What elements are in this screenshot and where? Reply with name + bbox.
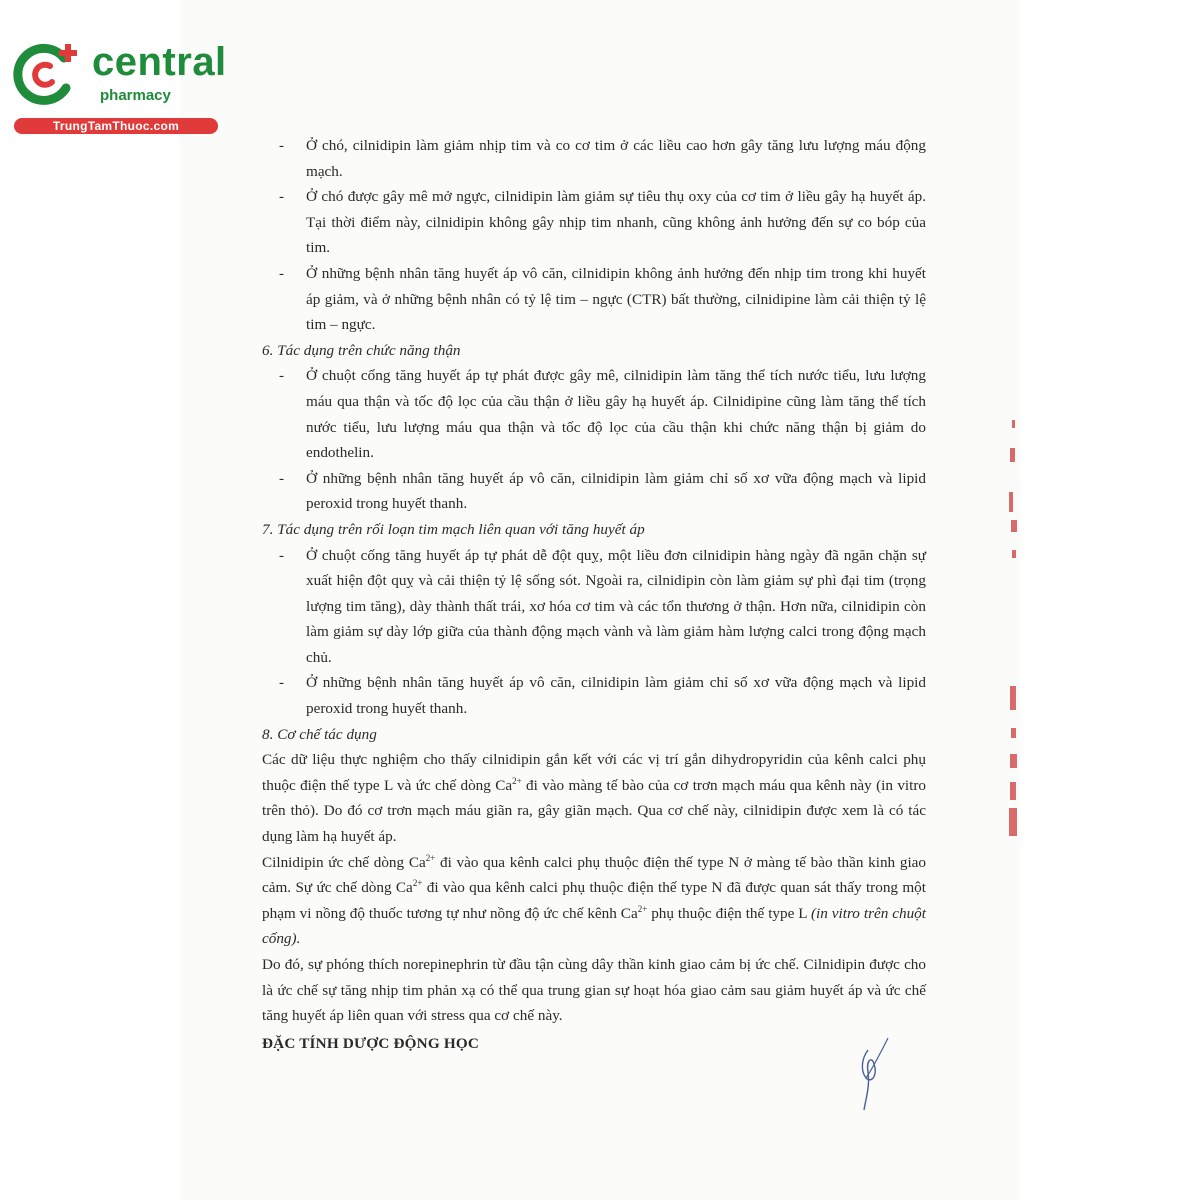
list-item: - Ở những bệnh nhân tăng huyết áp vô căn, cilnidipin không ảnh hưởng đến nhịp tim trong khi huyết áp giảm, và ở những bệnh nhân có tỷ lệ tim – ngực (CTR) bất thường, cilnidipine làm cải thiện tỷ lệ tim – ngực. bbox=[262, 261, 926, 338]
brand-subtitle: pharmacy bbox=[100, 87, 171, 104]
section-heading-6: 6. Tác dụng trên chức năng thận bbox=[262, 341, 461, 359]
list-item: - Ở những bệnh nhân tăng huyết áp vô căn, cilnidipin làm giảm chỉ số xơ vữa động mạch và lipid peroxid trong huyết thanh. bbox=[262, 466, 926, 517]
section-heading-pharmacokinetics: ĐẶC TÍNH DƯỢC ĐỘNG HỌC bbox=[262, 1034, 480, 1052]
paragraph: Các dữ liệu thực nghiệm cho thấy cilnidipin gắn kết với các vị trí gắn dihydropyridin của kênh calci phụ thuộc điện thế type L và ức chế dòng $Ca^{2+}$ đi vào màng tế bào của cơ trơn mạch máu qua kênh này (in vitro trên thỏ). Do đó cơ trơn mạch máu giãn ra, gây giãn mạch. Qua cơ chế này, cilnidipin được xem là có tác dụng làm hạ huyết áp. bbox=[262, 751, 927, 846]
section-heading-8: 8. Cơ chế tác dụng bbox=[262, 725, 377, 743]
paragraph: Do đó, sự phóng thích norepinephrin từ đầu tận cùng dây thần kinh giao cảm bị ức chế. Cilnidipin được cho là ức chế sự tăng nhịp tim phản xạ có thể qua trung gian sự hoạt hóa giao cảm sau giảm huyết áp và ức chế tăng huyết áp liên quan với stress qua cơ chế này. bbox=[262, 956, 926, 1025]
central-pharmacy-logo-icon bbox=[10, 38, 82, 110]
paragraph: Cilnidipin ức chế dòng $Ca^{2+}$ đi vào qua kênh calci phụ thuộc điện thế type N ở màng tế bào thần kinh giao cảm. Sự ức chế dòng $Ca^{2+}$ đi vào qua kênh calci phụ thuộc điện thế type N đã được quan sát thấy trong một phạm vi nồng độ thuốc tương tự như nồng độ ức chế kênh $Ca^{2+}$ phụ thuộc điện thế type L (in vitro trên chuột cống). bbox=[262, 852, 927, 948]
list-item: - Ở chó, cilnidipin làm giảm nhịp tim và co cơ tim ở các liều cao hơn gây tăng lưu lượng máu động mạch. bbox=[262, 133, 926, 184]
list-item: - Ở chó được gây mê mở ngực, cilnidipin làm giảm sự tiêu thụ oxy của cơ tim ở liều gây hạ huyết áp. Tại thời điểm này, cilnidipin không gây nhịp tim nhanh, cũng không ảnh hưởng đến sự co bóp của tim. bbox=[262, 184, 926, 261]
signature-icon bbox=[852, 1036, 892, 1112]
list-item: - Ở chuột cống tăng huyết áp tự phát dễ đột quỵ, một liều đơn cilnidipin hàng ngày đã ngăn chặn sự xuất hiện đột quỵ và cải thiện tỷ lệ sống sót. Ngoài ra, cilnidipin còn làm giảm sự phì đại tim (trọng lượng tim tăng), dày thành thất trái, xơ hóa cơ tim và các tổn thương ở thận. Hơn nữa, cilnidipin còn làm giảm sự dày lớp giữa của thành động mạch vành và làm giảm hàm lượng calci trong động mạch chủ. bbox=[262, 543, 926, 671]
list-item: - Ở chuột cống tăng huyết áp tự phát được gây mê, cilnidipin làm tăng thể tích nước tiểu, lưu lượng máu qua thận và tốc độ lọc của cầu thận ở liều gây hạ huyết áp. Cilnidipine cũng làm tăng thể tích nước tiểu, lưu lượng máu qua thận và tốc độ lọc của cầu thận khi chức năng thận bị giảm do endothelin. bbox=[262, 363, 926, 465]
document-body bbox=[262, 133, 926, 1056]
list-item: - Ở những bệnh nhân tăng huyết áp vô căn, cilnidipin làm giảm chỉ số xơ vữa động mạch và lipid peroxid trong huyết thanh. bbox=[262, 670, 926, 721]
brand-url[interactable]: TrungTamThuoc.com bbox=[14, 118, 218, 134]
brand-logo[interactable] bbox=[10, 38, 227, 136]
section-heading-7: 7. Tác dụng trên rối loạn tim mạch liên quan với tăng huyết áp bbox=[262, 520, 645, 538]
margin-stamp-marks-icon bbox=[1000, 410, 1030, 850]
brand-name: central bbox=[92, 40, 227, 84]
